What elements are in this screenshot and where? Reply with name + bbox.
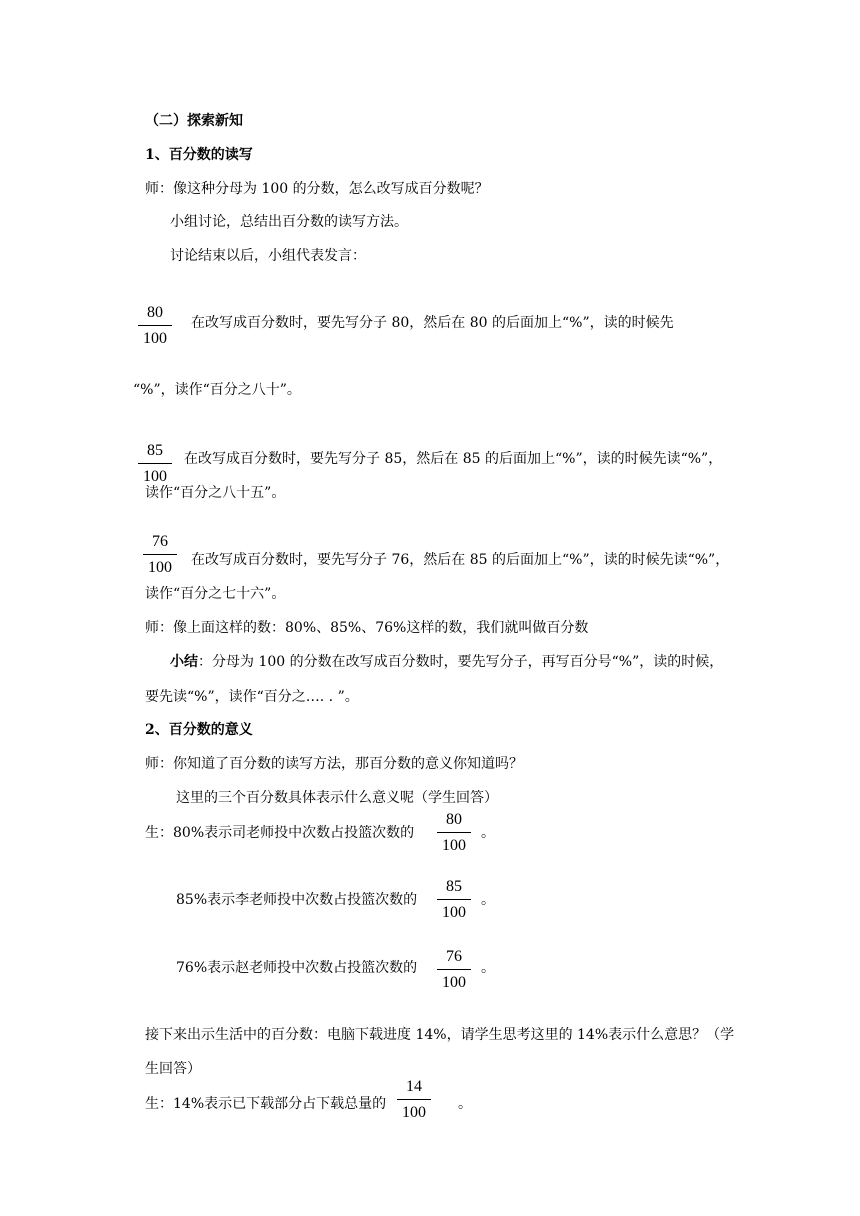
explanation-80: 在改写成百分数时，要先写分子 80，然后在 80 的后面加上“%”，读的时候先 xyxy=(191,315,674,331)
after-discussion-line: 讨论结束以后，小组代表发言： xyxy=(170,248,366,264)
fraction-denominator: 100 xyxy=(442,974,466,991)
fraction-bar xyxy=(397,1099,431,1100)
fraction-denominator: 100 xyxy=(143,330,167,347)
subsection-title-reading-writing: 1、百分数的读写 xyxy=(145,147,253,163)
fraction-numerator: 80 xyxy=(446,811,462,828)
fraction-85-100 xyxy=(138,443,172,485)
fraction-numerator: 14 xyxy=(406,1078,422,1095)
fraction-80-100-answer xyxy=(437,812,471,854)
fraction-numerator: 76 xyxy=(152,533,168,550)
summary-text: ：分母为 100 的分数在改写成百分数时，要先写分子，再写百分号“%”，读的时候， xyxy=(198,654,724,670)
teacher-question-2: 师：像上面这样的数：80%、85%、76%这样的数，我们就叫做百分数 xyxy=(145,620,589,636)
answer-80: 生：80%表示司老师投中次数占投篮次数的 xyxy=(145,825,415,841)
fraction-76-100-answer xyxy=(437,949,471,991)
group-discussion-line: 小组讨论，总结出百分数的读写方法。 xyxy=(170,214,408,230)
explanation-85: 在改写成百分数时，要先写分子 85，然后在 85 的后面加上“%”，读的时候先读“%”， xyxy=(184,451,723,467)
answer-76: 76%表示赵老师投中次数占投篮次数的 xyxy=(176,960,418,976)
fraction-14-100 xyxy=(397,1079,431,1121)
subsection-title-meaning: 2、百分数的意义 xyxy=(145,722,253,738)
explanation-85-continued: 读作“百分之八十五”。 xyxy=(145,485,286,501)
fraction-80-100 xyxy=(138,305,172,347)
period-85: 。 xyxy=(481,892,495,908)
period-14: 。 xyxy=(458,1096,472,1112)
section-title: （二）探索新知 xyxy=(145,113,243,129)
question-line: 这里的三个百分数具体表示什么意义呢（学生回答） xyxy=(176,790,498,806)
fraction-numerator: 85 xyxy=(446,878,462,895)
explanation-76-continued: 读作“百分之七十六”。 xyxy=(145,586,286,602)
summary-label: 小结 xyxy=(170,654,198,670)
fraction-denominator: 100 xyxy=(402,1104,426,1121)
fraction-bar xyxy=(138,325,172,326)
fraction-denominator: 100 xyxy=(148,559,172,576)
period-76: 。 xyxy=(481,960,495,976)
fraction-denominator: 100 xyxy=(143,468,167,485)
fraction-bar xyxy=(143,554,177,555)
fraction-bar xyxy=(437,899,471,900)
teacher-question-1: 师：像这种分母为 100 的分数，怎么改写成百分数呢？ xyxy=(145,181,489,197)
fraction-bar xyxy=(437,832,471,833)
next-line-1: 接下来出示生活中的百分数：电脑下载进度 14%，请学生思考这里的 14%表示什么意思？（学 xyxy=(145,1027,735,1043)
summary-continued: 要先读“%”，读作“百分之…. . ”。 xyxy=(145,689,359,705)
summary-line xyxy=(170,655,723,669)
fraction-denominator: 100 xyxy=(442,837,466,854)
fraction-denominator: 100 xyxy=(442,904,466,921)
period-80: 。 xyxy=(481,825,495,841)
fraction-bar xyxy=(138,463,172,464)
fraction-numerator: 76 xyxy=(446,948,462,965)
explanation-80-continued: “%”，读作“百分之八十”。 xyxy=(133,382,301,398)
fraction-76-100 xyxy=(143,534,177,576)
next-line-2: 生回答） xyxy=(145,1061,201,1077)
answer-85: 85%表示李老师投中次数占投篮次数的 xyxy=(176,892,418,908)
explanation-76: 在改写成百分数时，要先写分子 76，然后在 85 的后面加上“%”，读的时候先读“%”， xyxy=(191,552,730,568)
fraction-numerator: 80 xyxy=(147,304,163,321)
fraction-85-100-answer xyxy=(437,879,471,921)
fraction-numerator: 85 xyxy=(147,442,163,459)
answer-14: 生：14%表示已下载部分占下载总量的 xyxy=(145,1096,387,1112)
teacher-question-3: 师：你知道了百分数的读写方法，那百分数的意义你知道吗？ xyxy=(145,756,523,772)
fraction-bar xyxy=(437,969,471,970)
